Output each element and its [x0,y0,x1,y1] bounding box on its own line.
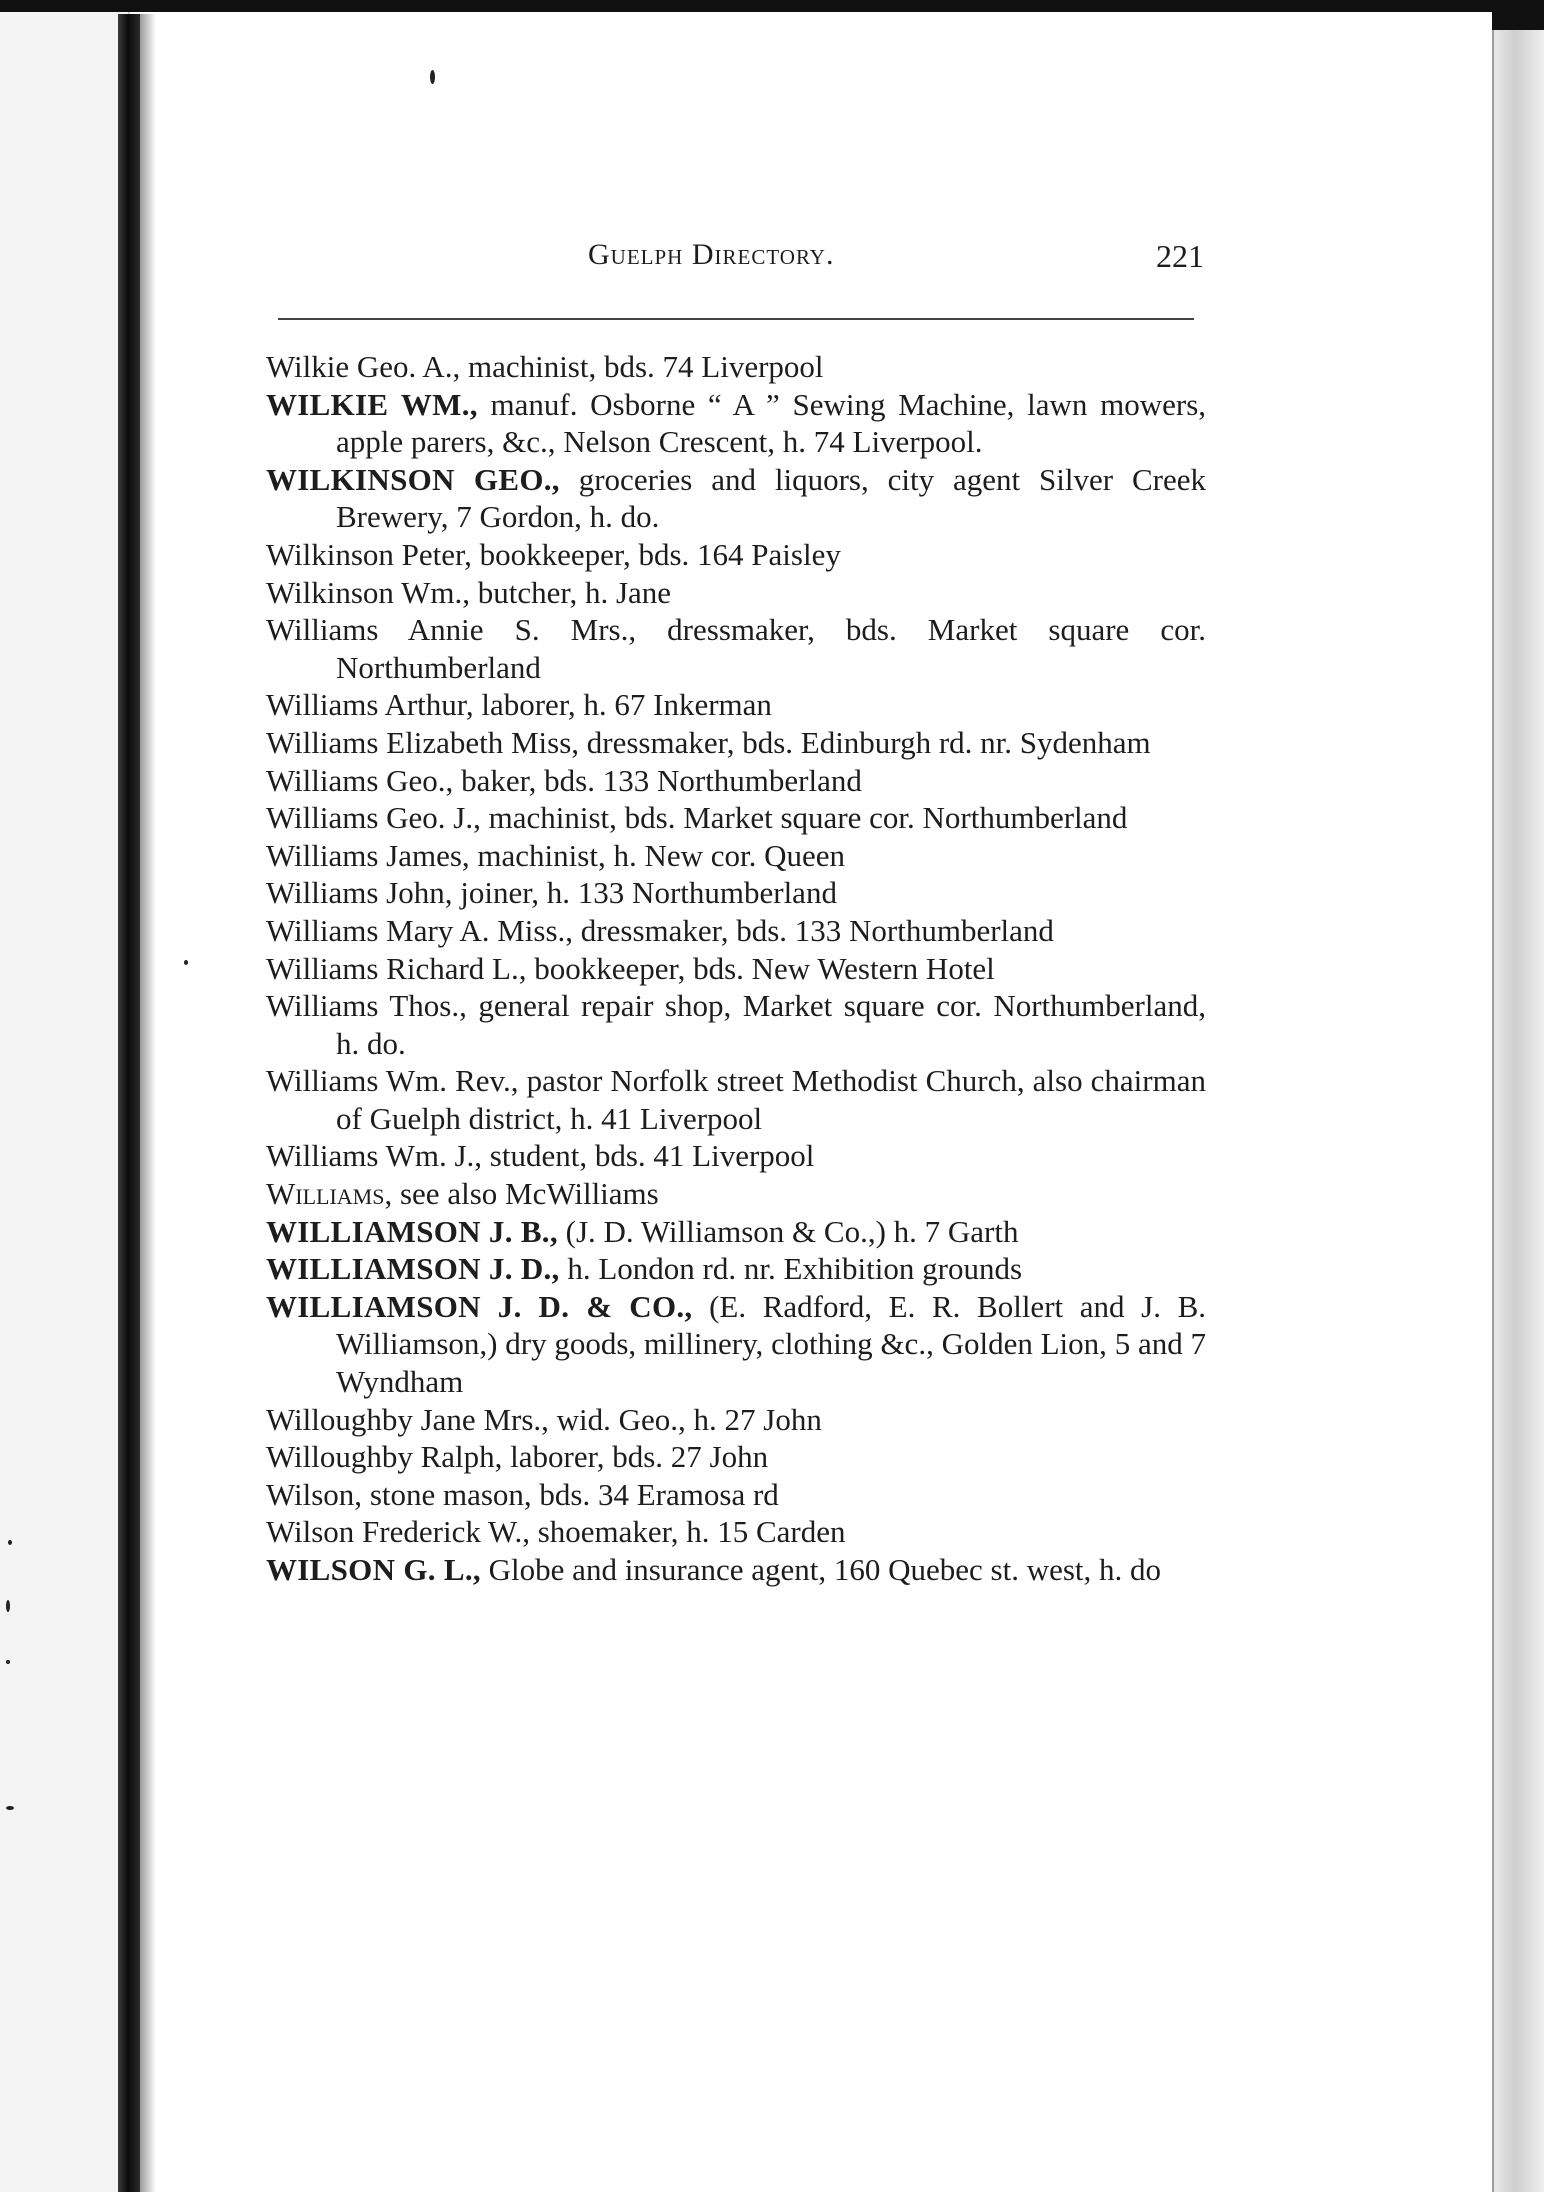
entry-name: Williams Mary A. Miss., [266,912,574,948]
entry-details: general repair shop, Market square cor. Northumberland, h. do. [336,988,1206,1061]
directory-entry [266,762,1206,800]
facing-page-edge [0,12,130,2192]
entry-name: Williams Wm. Rev., [266,1063,519,1099]
entry-name: WILKINSON GEO., [266,461,560,497]
entry-details: baker, bds. 133 Northumberland [453,762,862,798]
directory-entry [266,1062,1206,1137]
scan-speck [8,1540,12,1545]
directory-entry [266,611,1206,686]
entry-name: Williams Annie S. Mrs., [266,612,637,648]
entry-details: bookkeeper, bds. New Western Hotel [526,950,995,986]
entry-name: Willoughby Jane Mrs., [266,1401,549,1437]
entry-name: Williams, [266,1176,393,1212]
entry-name: WILKIE WM., [266,386,478,422]
directory-entry [266,1175,1206,1213]
scan-border-top [0,0,1544,12]
entry-name: Williams Geo. J., [266,800,481,836]
directory-entry [266,386,1206,461]
running-head: Guelph Directory. [588,238,835,271]
entry-name: WILLIAMSON J. B., [266,1213,558,1249]
gutter-shadow [140,14,156,2192]
entry-details: butcher, h. Jane [469,574,672,610]
entry-name: Williams Geo., [266,762,454,798]
entry-name: Williams Wm. J., [266,1138,483,1174]
entry-details: machinist, bds. Market square cor. Northumberland [480,800,1128,836]
directory-entry [266,1551,1206,1589]
header-rule [278,318,1194,320]
entry-name: WILLIAMSON J. D. & CO., [266,1288,693,1324]
entry-details: student, bds. 41 Liverpool [482,1138,815,1174]
entry-name: Wilkinson Peter, [266,536,472,572]
directory-entry [266,1213,1206,1251]
entry-details: (E. Radford, E. R. Bollert and J. B. Williamson,) dry goods, millinery, clothing &c., Golden Lion, 5 and 7 Wyndham [336,1288,1206,1400]
directory-entry [266,987,1206,1062]
entry-details: stone mason, bds. 34 Eramosa rd [362,1476,779,1512]
scan-speck [430,70,435,84]
directory-entry [266,574,1206,612]
directory-entry [266,1288,1206,1401]
directory-entry [266,799,1206,837]
entry-name: Williams Elizabeth Miss, [266,724,580,760]
directory-entry [266,536,1206,574]
scan-speck [6,1660,10,1664]
entry-name: Williams Richard L., [266,950,527,986]
entry-name: Wilkinson Wm., [266,574,470,610]
entry-name: Willoughby Ralph, [266,1439,503,1475]
entry-details: laborer, h. 67 Inkerman [473,687,772,723]
entry-details: see also McWilliams [392,1176,659,1212]
entry-details: wid. Geo., h. 27 John [548,1401,822,1437]
directory-entry [266,1401,1206,1439]
entry-name: Williams Thos., [266,988,467,1024]
scan-speck [184,960,188,965]
entry-details: h. London rd. nr. Exhibition grounds [559,1251,1023,1287]
directory-entry [266,874,1206,912]
page-header [558,238,1208,288]
entry-details: laborer, bds. 27 John [502,1439,769,1475]
directory-entry [266,912,1206,950]
directory-entry [266,724,1206,762]
entry-details: Globe and insurance agent, 160 Quebec st. west, h. do [480,1552,1162,1587]
entry-details: (J. D. Williamson & Co.,) h. 7 Garth [557,1213,1019,1249]
entry-name: Williams John, [266,875,453,911]
entry-details: dressmaker, bds. Market square cor. Northumberland [336,612,1206,685]
directory-entry [266,1476,1206,1514]
entry-details: shoemaker, h. 15 Carden [529,1514,846,1550]
directory-entry [266,1513,1206,1551]
directory-entry [266,1438,1206,1476]
entry-details: machinist, bds. 74 Liverpool [460,349,824,384]
entry-name: Williams James, [266,837,470,873]
entry-name: WILSON G. L., [266,1552,481,1587]
directory-entry [266,1250,1206,1288]
page-stack-edge [1492,30,1544,2192]
entry-details: bookkeeper, bds. 164 Paisley [471,536,841,572]
entry-details: groceries and liquors, city agent Silver Creek Brewery, 7 Gordon, h. do. [336,461,1206,535]
entry-details: pastor Norfolk street Methodist Church, also chairman of Guelph district, h. 41 Liverpool [336,1063,1206,1136]
entry-name: Wilson Frederick W., [266,1514,530,1550]
directory-entry [266,686,1206,724]
entry-name: Wilson, [266,1476,363,1512]
entry-name: WILLIAMSON J. D., [266,1251,560,1287]
directory-entry [266,837,1206,875]
entry-name: Williams Arthur, [266,687,474,723]
entry-details: machinist, h. New cor. Queen [469,837,846,873]
entry-details: dressmaker, bds. Edinburgh rd. nr. Sydenham [579,724,1151,760]
directory-entry [266,950,1206,988]
page-number: 221 [1156,238,1204,274]
entry-details: joiner, h. 133 Northumberland [452,875,837,911]
directory-entry [266,461,1206,536]
entry-details: dressmaker, bds. 133 Northumberland [573,912,1054,948]
entry-name: Wilkie Geo. A., [266,349,461,384]
directory-entries [266,348,1206,1589]
scan-speck [6,1806,14,1810]
directory-entry [266,348,1206,386]
entry-details: manuf. Osborne “ A ” Sewing Machine, lawn mowers, apple parers, &c., Nelson Crescent, h. 74 Liverpool. [336,386,1207,460]
directory-entry [266,1137,1206,1175]
scan-speck [6,1600,10,1612]
book-spine-shadow [118,14,140,2192]
